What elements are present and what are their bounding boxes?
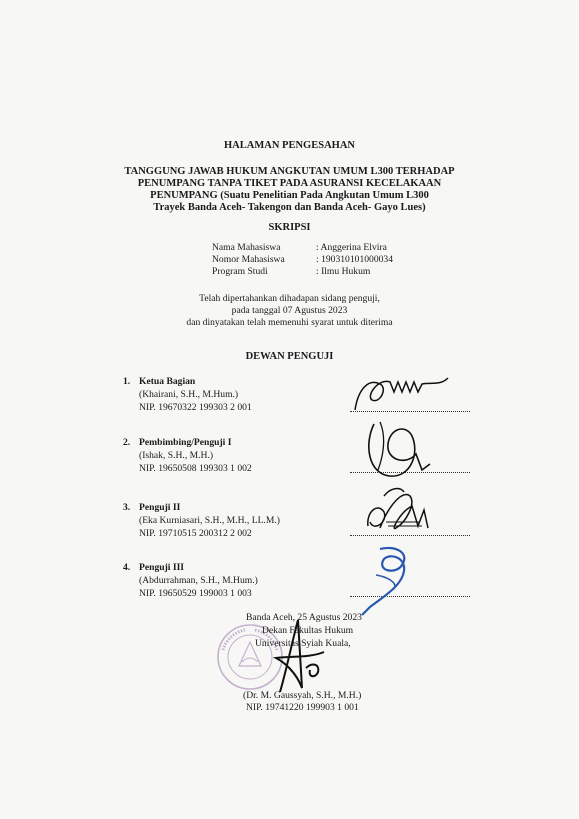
defense-line-1: Telah dipertahankan dihadapan sidang penguji,: [199, 293, 380, 304]
dean-nip: NIP. 19741220 199903 1 001: [246, 702, 359, 713]
examiner-1-role: Ketua Bagian: [139, 376, 196, 387]
dean-name: (Dr. M. Gaussyah, S.H., M.H.): [243, 690, 362, 701]
examiner-2-num: 2.: [123, 437, 131, 448]
program-label: Program Studi: [212, 266, 268, 277]
examiner-2-nip: NIP. 19650508 199303 1 002: [139, 463, 252, 474]
signature-2: [360, 414, 440, 484]
program-value: : Ilmu Hukum: [316, 266, 371, 277]
examiner-3-nip: NIP. 19710515 200312 2 002: [139, 528, 252, 539]
examiner-3-name: (Eka Kurniasari, S.H., M.H., LL.M.): [139, 515, 280, 526]
student-name-label: Nama Mahasiswa: [212, 242, 281, 253]
examiner-4-num: 4.: [123, 562, 131, 573]
defense-line-2: pada tanggal 07 Agustus 2023: [231, 305, 348, 316]
doc-type: SKRIPSI: [268, 222, 311, 233]
thesis-title-line-1: TANGGUNG JAWAB HUKUM ANGKUTAN UMUM L300 TERHADAP: [124, 166, 455, 177]
examiner-4-nip: NIP. 19650529 199003 1 003: [139, 588, 252, 599]
approval-university: Universitas Syiah Kuala,: [255, 638, 351, 649]
signature-4-blue: [340, 545, 420, 620]
page-title: HALAMAN PENGESAHAN: [224, 140, 355, 151]
examiner-3-num: 3.: [123, 502, 131, 513]
examiner-4-role: Penguji III: [139, 562, 185, 573]
examiner-1-nip: NIP. 19670322 199303 2 001: [139, 402, 252, 413]
defense-line-3: dan dinyatakan telah memenuhi syarat untuk diterima: [186, 317, 393, 328]
board-title: DEWAN PENGUJI: [245, 351, 334, 362]
approval-place-date: Banda Aceh, 25 Agustus 2023: [246, 612, 362, 623]
signature-1: [350, 370, 460, 415]
thesis-title-line-2: PENUMPANG TANPA TIKET PADA ASURANSI KECELAKAAN: [137, 178, 442, 189]
examiner-1-name: (Khairani, S.H., M.Hum.): [139, 389, 239, 400]
examiner-4-name: (Abdurrahman, S.H., M.Hum.): [139, 575, 258, 586]
thesis-title-line-4: Trayek Banda Aceh- Takengon dan Banda Aceh- Gayo Lues): [153, 202, 426, 213]
signature-3: [360, 482, 440, 542]
approval-position: Dekan Fakultas Hukum: [262, 625, 354, 636]
student-id-label: Nomor Mahasiswa: [212, 254, 285, 265]
examiner-1-num: 1.: [123, 376, 131, 387]
examiner-2-name: (Ishak, S.H., M.H.): [139, 450, 214, 461]
examiner-2-role: Pembimbing/Penguji I: [139, 437, 232, 448]
dean-signature: [262, 612, 342, 702]
student-name-value: : Anggerina Elvira: [316, 242, 387, 253]
thesis-title-line-3: PENUMPANG (Suatu Penelitian Pada Angkutan Umum L300: [150, 190, 429, 201]
student-id-value: : 190310101000034: [316, 254, 394, 265]
examiner-3-role: Penguji II: [139, 502, 181, 513]
